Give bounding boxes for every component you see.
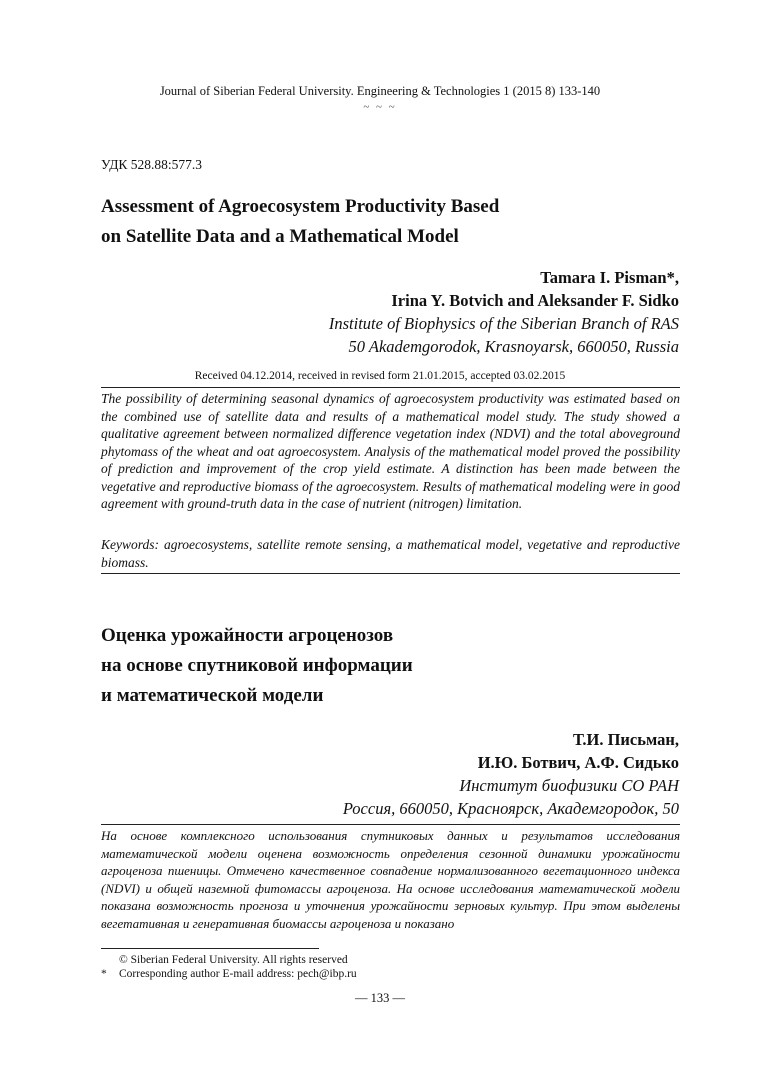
russian-author-line-2: И.Ю. Ботвич, А.Ф. Сидько (477, 753, 679, 772)
russian-affiliation-line-2: Россия, 660050, Красноярск, Академгородок, 50 (342, 799, 679, 818)
received-dates: Received 04.12.2014, received in revised form 21.01.2015, accepted 03.02.2015 (194, 370, 566, 382)
english-author-line-1: Tamara I. Pisman*, (540, 268, 679, 287)
english-affiliation-line-2: 50 Akademgorodok, Krasnoyarsk, 660050, Russia (348, 337, 679, 356)
copyright-text: © Siberian Federal University. All rights reserved (119, 954, 348, 966)
russian-abstract: На основе комплексного использования спутниковых данных и результатов исследования математической модели оценена возможность определения сезонной динамики урожайности агроценоза пшеницы. Отмечено качественное совпадение нормализованного вегетационного индекса (NDVI) и общей наземной фитомассы агроценоза. На основе исследования математической модели показана возможность прогноза и уточнения урожайности зерновых культур. При этом выделены вегетативная и генеративная биомассы агроценоза и показано (101, 828, 680, 931)
page-number: — 133 — (355, 991, 405, 1005)
russian-title-line-1: Оценка урожайности агроценозов (101, 625, 394, 646)
header-ornament: ~ ~ ~ (363, 101, 397, 113)
footnote-copyright (101, 953, 348, 967)
russian-title (101, 621, 413, 711)
russian-title-line-3: и математической модели (101, 685, 324, 706)
english-title-line-1: Assessment of Agroecosystem Productivity Based (101, 196, 500, 217)
english-abstract: The possibility of determining seasonal dynamics of agroecosystem productivity was estimated based on the combined use of satellite data and results of a mathematical model study. The study showed a qualitative agreement between normalized difference vegetation index (NDVI) and the total aboveground phytomass of the wheat and oat agroecosystem. Analysis of the mathematical model proved the possibility of prediction and improvement of the crop yield estimate. A distinction has been made between the vegetative and reproductive biomass of the agroecosystem. Results of mathematical modeling were in good agreement with ground-truth data in the case of nutrient (nitrogen) limitation. (101, 391, 680, 511)
english-authors-block (329, 266, 679, 358)
english-affiliation-line-1: Institute of Biophysics of the Siberian Branch of RAS (328, 314, 679, 333)
journal-header: Journal of Siberian Federal University. Engineering & Technologies 1 (2015 8) 133-140 (159, 84, 601, 98)
abstract-top-rule (101, 387, 680, 388)
russian-authors-block (343, 728, 679, 820)
udk-code: УДК 528.88:577.3 (101, 157, 203, 172)
english-keywords: Keywords: agroecosystems, satellite remote sensing, a mathematical model, vegetative and reproductive biomass. (101, 537, 680, 570)
english-title-line-2: on Satellite Data and a Mathematical Model (101, 226, 459, 247)
footnote-rule (101, 948, 319, 949)
russian-affiliation-line-1: Институт биофизики СО РАН (459, 776, 679, 795)
russian-title-line-2: на основе спутниковой информации (101, 655, 413, 676)
russian-abstract-top-rule (101, 824, 680, 825)
footnote-star: * (101, 968, 107, 980)
russian-author-line-1: Т.И. Письман, (573, 730, 679, 749)
corresponding-email: Corresponding author E-mail address: pech@ibp.ru (119, 968, 357, 980)
english-author-line-2: Irina Y. Botvich and Aleksander F. Sidko (391, 291, 679, 310)
abstract-bottom-rule (101, 573, 680, 574)
english-title (101, 192, 499, 252)
footnote-corresponding (101, 967, 357, 981)
